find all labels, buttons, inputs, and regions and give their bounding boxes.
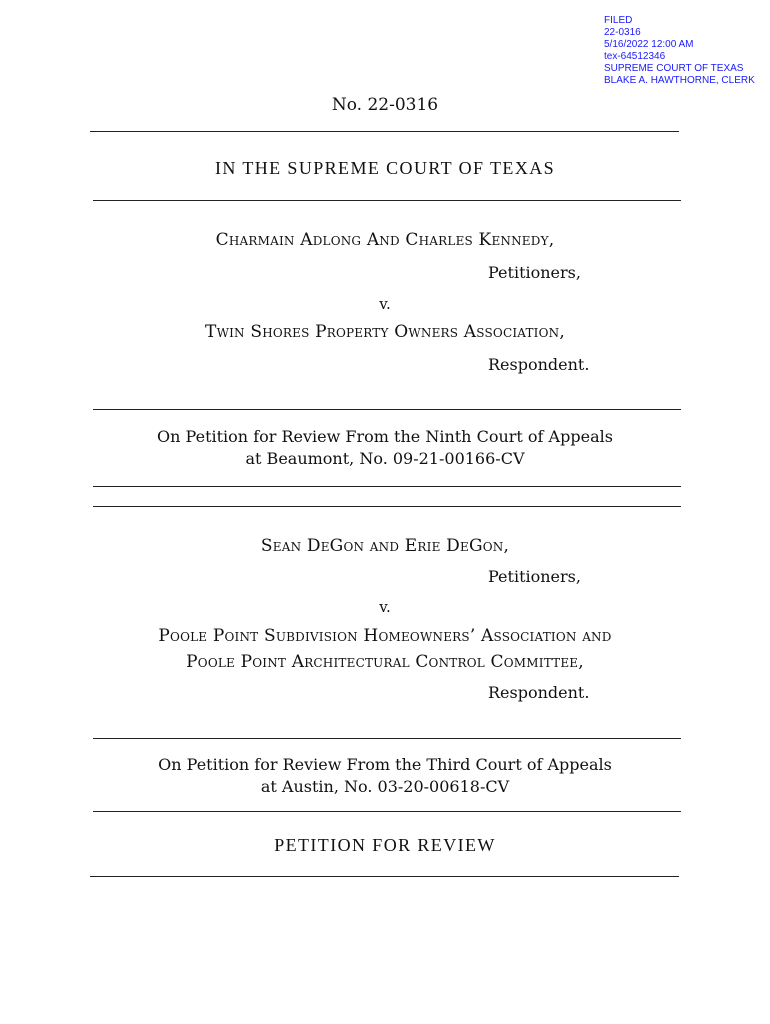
stamp-line: tex-64512346 [604, 51, 666, 62]
stamp-line: FILED [604, 15, 633, 26]
case1-appeal-line1: On Petition for Review From the Ninth Court of Appeals [157, 427, 613, 446]
document-title: PETITION FOR REVIEW [274, 835, 496, 855]
case1-respondent: Twin Shores Property Owners Association, [205, 322, 565, 342]
case2-respondent-line2: Poole Point Architectural Control Committee, [186, 652, 584, 672]
case2-appeal-line1: On Petition for Review From the Third Court of Appeals [158, 755, 612, 774]
stamp-line: 22-0316 [604, 27, 641, 38]
case1-petitioners: Charmain Adlong And Charles Kennedy, [215, 230, 555, 250]
divider [90, 876, 679, 877]
case2-respondent-line1: Poole Point Subdivision Homeowners’ Association and [158, 626, 612, 646]
divider [90, 131, 679, 132]
stamp-line: 5/16/2022 12:00 AM [604, 39, 694, 50]
stamp-line: BLAKE A. HAWTHORNE, CLERK [604, 75, 755, 86]
divider [93, 200, 681, 201]
case2-versus: v. [379, 598, 391, 616]
court-heading: IN THE SUPREME COURT OF TEXAS [214, 158, 556, 178]
divider [93, 506, 681, 507]
divider [93, 486, 681, 487]
case1-versus: v. [379, 295, 391, 313]
divider [93, 811, 681, 812]
divider [93, 409, 681, 410]
divider [93, 738, 681, 739]
case2-respondent-role: Respondent. [488, 683, 590, 702]
case1-respondent-role: Respondent. [488, 355, 590, 374]
case1-petitioners-role: Petitioners, [488, 263, 581, 282]
case2-petitioners: Sean DeGon and Erie DeGon, [260, 536, 510, 556]
case2-appeal-line2: at Austin, No. 03-20-00618-CV [260, 777, 510, 796]
case-number: No. 22-0316 [331, 95, 439, 115]
stamp-line: SUPREME COURT OF TEXAS [604, 63, 744, 74]
filing-stamp [604, 15, 755, 87]
case2-petitioners-role: Petitioners, [488, 567, 581, 586]
case1-appeal-line2: at Beaumont, No. 09-21-00166-CV [245, 449, 525, 468]
